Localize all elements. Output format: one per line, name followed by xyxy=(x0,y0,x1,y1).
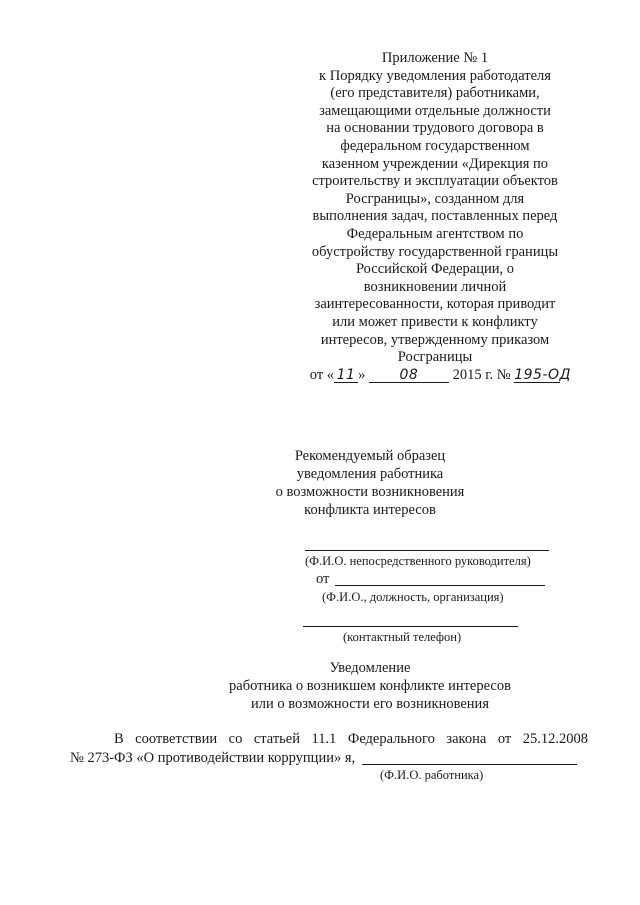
appendix-line: (его представителя) работниками, xyxy=(330,85,540,102)
sample-title-line: о возможности возникновения xyxy=(275,484,465,500)
appendix-line: обустройству государственной границы xyxy=(311,243,559,260)
sample-title xyxy=(150,447,590,519)
from-label: от xyxy=(316,571,330,587)
date-day: 11 xyxy=(334,368,358,383)
appendix-line: или может привести к конфликту xyxy=(332,313,538,330)
sample-title-line: конфликта интересов xyxy=(304,502,436,518)
appendix-line: заинтересованности, которая приводит xyxy=(314,296,556,313)
appendix-line: строительству и эксплуатации объектов xyxy=(312,173,558,190)
appendix-line: на основании трудового договора в xyxy=(326,120,544,137)
order-number: 195-ОД xyxy=(514,366,571,383)
appendix-line: Приложение № 1 xyxy=(381,50,489,66)
employee-caption: (Ф.И.О., должность, организация) xyxy=(322,590,504,604)
appendix-block xyxy=(300,50,570,384)
manager-caption: (Ф.И.О. непосредственного руководителя) xyxy=(305,554,531,568)
appendix-line: возникновении личной xyxy=(363,278,507,295)
employee-name-line[interactable] xyxy=(335,585,545,586)
manager-name-line[interactable] xyxy=(305,550,549,551)
order-date-line xyxy=(300,367,570,385)
appendix-line: федеральном государственном xyxy=(340,137,530,154)
notice-title-line: Уведомление xyxy=(329,660,411,676)
notice-title xyxy=(150,659,590,713)
worker-name-line[interactable] xyxy=(362,764,577,765)
notice-title-line: или о возможности его возникновения xyxy=(251,696,489,712)
appendix-line: к Порядку уведомления работодателя xyxy=(319,67,551,84)
appendix-line: казенном учреждении «Дирекция по xyxy=(321,155,549,172)
date-mid: » xyxy=(358,366,366,383)
appendix-line: Российской Федерации, о xyxy=(355,261,515,278)
appendix-line: интересов, утвержденному приказом xyxy=(320,331,550,348)
appendix-line: Росграницы», созданном для xyxy=(345,190,525,207)
worker-caption: (Ф.И.О. работника) xyxy=(380,768,484,782)
date-prefix: от « xyxy=(309,366,335,383)
phone-line[interactable] xyxy=(303,626,518,627)
phone-caption: (контактный телефон) xyxy=(343,630,462,644)
appendix-line: Росграницы xyxy=(397,349,473,366)
date-month: 08 xyxy=(369,368,449,383)
appendix-line: Федеральным агентством по xyxy=(346,225,524,242)
notice-title-line: работника о возникшем конфликте интересов xyxy=(229,678,511,694)
body-text: В соответствии со статьей 11.1 Федерального закона от 25.12.2008 xyxy=(114,731,588,747)
date-year: 2015 г. № xyxy=(452,366,511,383)
appendix-line: замещающими отдельные должности xyxy=(319,102,551,119)
sample-title-line: Рекомендуемый образец xyxy=(294,448,446,464)
appendix-line: выполнения задач, поставленных перед xyxy=(312,208,558,225)
body-paragraph-line-1 xyxy=(70,730,588,749)
sample-title-line: уведомления работника xyxy=(296,466,444,482)
body-paragraph-line-2: № 273-ФЗ «О противодействии коррупции» я, xyxy=(70,750,356,766)
